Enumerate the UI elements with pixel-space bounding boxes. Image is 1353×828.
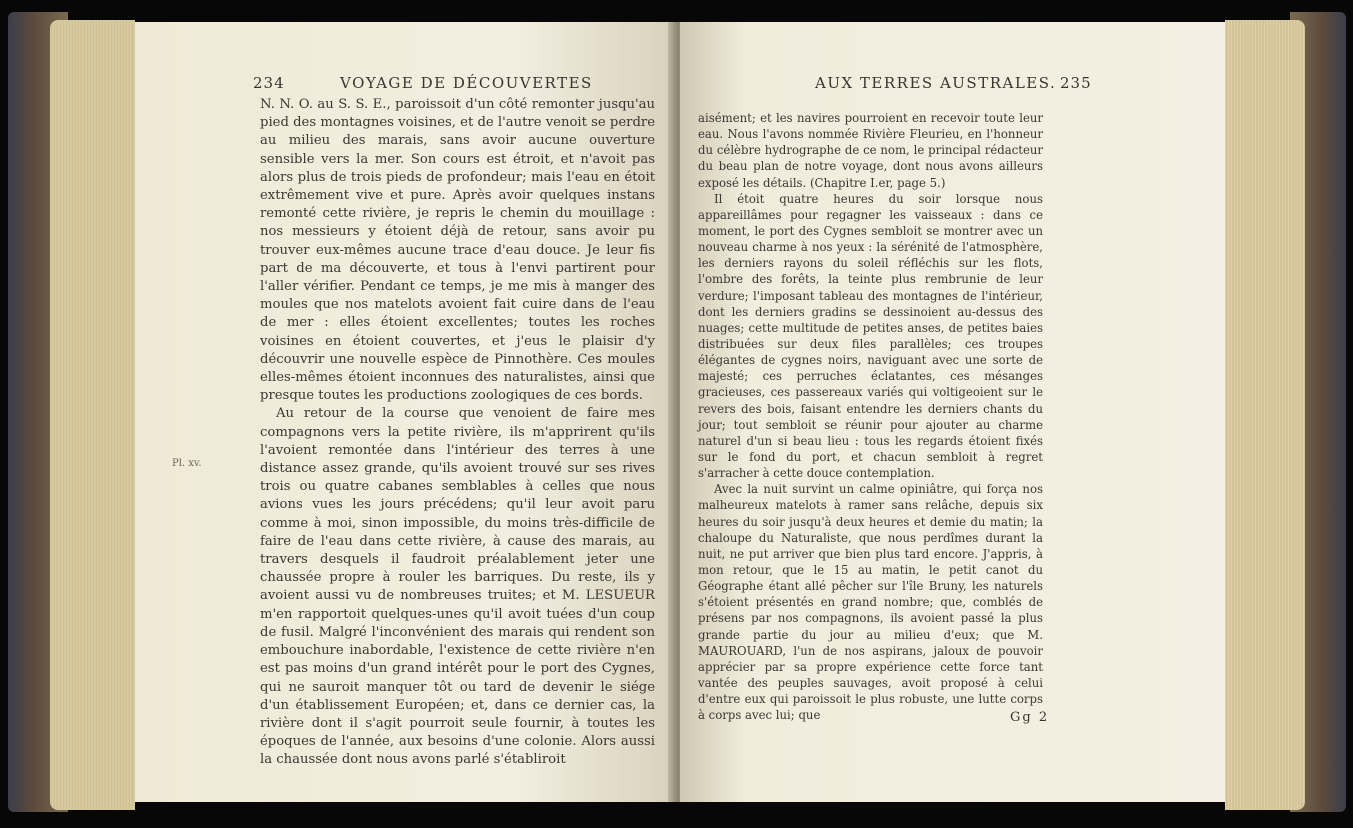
paragraph: aisément; et les navires pourroient en recevoir toute leur eau. Nous l'avons nommée Rivière Fleurieu, en l'honneur du célèbre hydrographe de ce nom, le principal rédacteur du beau plan de notre voyage, dont nous avons ailleurs exposé les détails. (Chapitre I.er, page 5.) <box>698 111 1043 190</box>
paragraph: N. N. O. au S. S. E., paroissoit d'un côté remonter jusqu'au pied des montagnes voisines, et de l'autre venoit se perdre au milieu des marais, sans avoir aucune ouverture sensible vers la mer. Son cours est étroit, et n'avoit pas alors plus de trois pieds de profondeur; mais l'eau en étoit extrêmement vive et pure. Après avoir quelques instans remonté cette rivière, je repris le chemin du mouillage : nos messieurs y étoient déjà de retour, sans avoir pu trouver eux-mêmes aucune trace d'eau douce. Je leur fis part de ma découverte, et tous à l'envi partirent pour l'aller vérifier. Pendant ce temps, je me mis à manger des moules que nos matelots avoient fait cuire dans de l'eau de mer : elles étoient excellentes; toutes les roches voisines en étoient couvertes, et j'eus le plaisir d'y découvrir une nouvelle espèce de Pinnothère. Ces moules elles-mêmes étoient inconnues des naturalistes, ainsi que presque toutes les productions zoologiques de ces bords. <box>260 97 655 404</box>
paragraph: Il étoit quatre heures du soir lorsque nous appareillâmes pour regagner les vaisseaux : dans ce moment, le port des Cygnes sembloit se montrer avec un nouveau charme à nos yeux : la sérénité de l'atmosphère, les derniers rayons du soleil réfléchis sur les flots, l'ombre des forêts, la teinte plus rembrunie de leur verdure; l'imposant tableau des montagnes de l'intérieur, dont les derniers gradins se dessinoient au-dessus des nuages; cette multitude de petites anses, de petites baies distribuées sur deux files parallèles; ces troupes élégantes de cygnes noirs, naviguant avec une sorte de majesté; ces perruches éclatantes, ces mésanges gracieuses, ces passereaux variés qui voltigeoient sur le revers des bois, faisant entendre les derniers chants du jour; tout sembloit se réunir pour ajouter au charme naturel d'un si beau lieu : tous les regards étoient fixés sur le fond du port, et chacun sembloit à regret s'arracher à cette douce contemplation. <box>698 191 1043 481</box>
paragraph: Avec la nuit survint un calme opiniâtre, qui força nos malheureux matelots à ramer sans relâche, depuis six heures du soir jusqu'à deux heures et demie du matin; la chaloupe du Naturaliste, que nous perdîmes durant la nuit, ne put arriver que bien plus tard encore. J'appris, à mon retour, que le 15 au matin, le petit canot du Géographe étant allé pêcher sur l'île Bruny, les naturels s'étoient présentés en grand nombre; que, comblés de présens par nos compagnons, ils avoient passé la plus grande partie du jour au milieu d'eux; que M. MAUROUARD, l'un de nos aspirans, jaloux de pouvoir apprécier par sa propre expérience cette force tant vantée des peuples sauvages, avoit proposé à celui d'entre eux qui paroissoit le plus robuste, une lutte corps à corps avec lui; que <box>698 482 1043 723</box>
right-page <box>680 22 1225 802</box>
page-edges-right <box>1225 20 1305 810</box>
running-header-left: VOYAGE DE DÉCOUVERTES <box>340 74 593 92</box>
page-number-left: 234 <box>253 74 285 92</box>
page-number-right: 235 <box>1060 74 1092 92</box>
left-page <box>135 22 675 802</box>
paragraph: Au retour de la course que venoient de faire mes compagnons vers la petite rivière, ils m'apprirent qu'ils l'avoient remontée dans l'intérieur des terres à une distance assez grande, qu'ils avoient trouvé sur ses rives trois ou quatre cabanes semblables à celles que nous avions vues les jours précédens; qu'il leur avoit paru comme à moi, sinon impossible, du moins très-difficile de faire de l'eau dans cette rivière, à cause des marais, au travers desquels il faudroit préalablement jeter une chaussée propre à rouler les barriques. Du reste, ils y avoient aussi vu de nombreuses truites; et M. LESUEUR m'en rapportoit quelques-unes qu'il avoit tuées d'un coup de fusil. Malgré l'inconvénient des marais qui rendent son embouchure inabordable, l'existence de cette rivière n'en est pas moins d'un grand intérêt pour le port des Cygnes, qui ne sauroit manquer tôt ou tard de devenir le siége d'un établissement Européen; et, dans ce dernier cas, la rivière dont il s'agit pourroit seule fournir, à toutes les époques de l'année, aux besoins d'une colonie. Alors aussi la chaussée dont nous avons parlé s'établiroit <box>260 406 655 768</box>
running-header-right: AUX TERRES AUSTRALES. <box>815 74 1057 92</box>
signature-mark: Gg 2 <box>1010 710 1050 725</box>
right-page-text <box>698 110 1043 723</box>
left-page-text <box>260 96 655 770</box>
page-edges-left <box>50 20 135 810</box>
plate-reference: Pl. xv. <box>172 458 202 469</box>
